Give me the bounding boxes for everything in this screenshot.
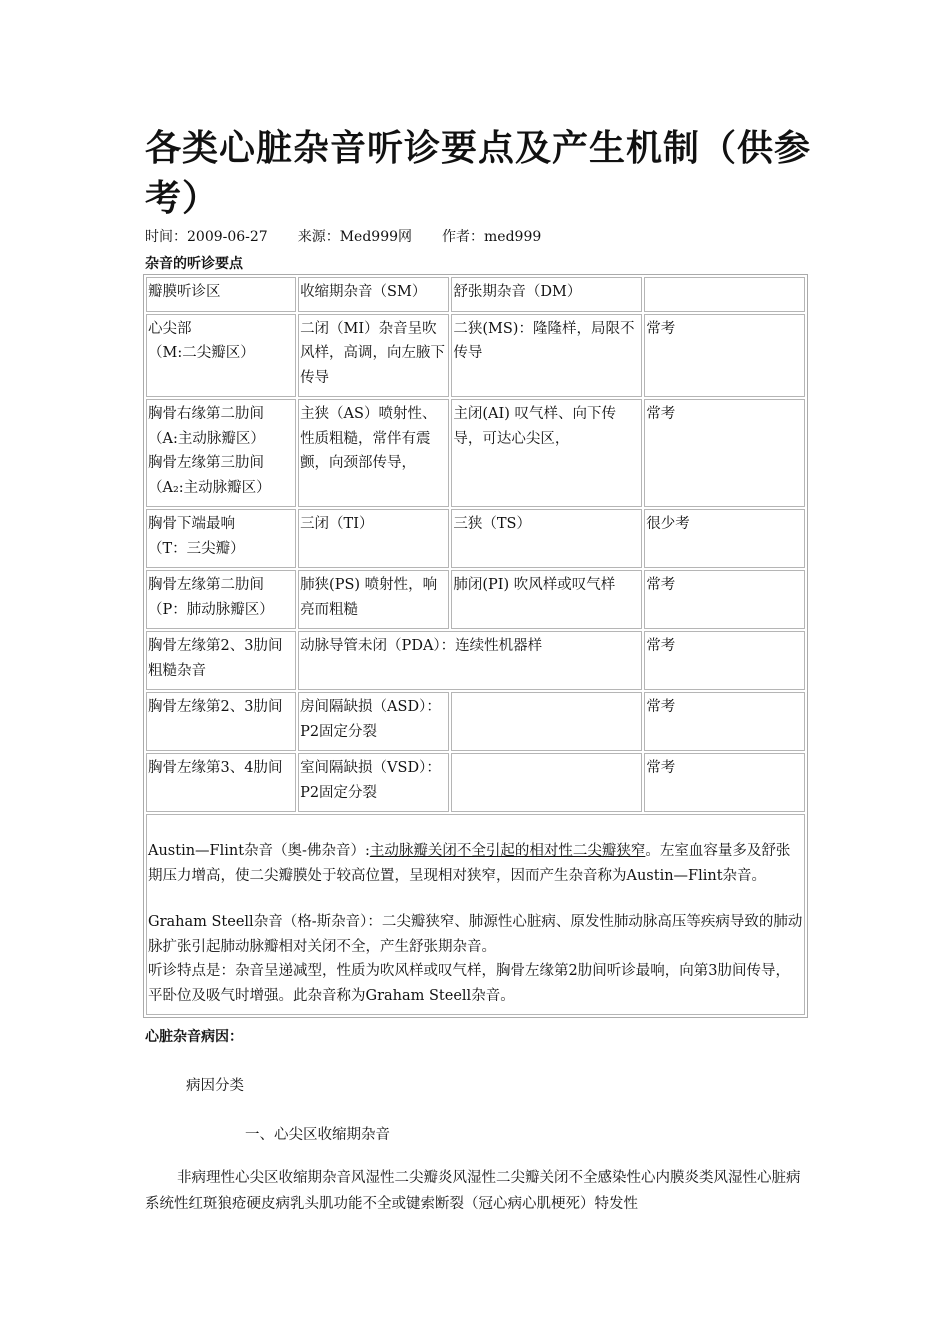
dm-cell bbox=[451, 692, 642, 751]
dm-cell: 肺闭(PI) 吹风样或叹气样 bbox=[451, 570, 642, 629]
table-row bbox=[146, 631, 805, 690]
austin-underlined: 主动脉瓣关闭不全引起的相对性二尖瓣狭窄 bbox=[369, 843, 646, 859]
area-cell: 胸骨左缘第2、3肋间 bbox=[146, 692, 296, 751]
area-cell bbox=[146, 509, 296, 568]
meta-time: 时间：2009-06-27 bbox=[145, 229, 268, 245]
austin-rest: 。左室血容量多及舒张期压力增高，使二尖瓣膜处于较高位置，呈现相对狭窄，因而产生杂音称为Austin—Flint杂音。 bbox=[148, 843, 791, 884]
table-row bbox=[146, 314, 805, 398]
freq-cell: 常考 bbox=[644, 314, 805, 398]
section-subheading: 杂音的听诊要点 bbox=[145, 256, 243, 272]
graham-steell-features: 听诊特点是：杂音呈递减型，性质为吹风样或叹气样，胸骨左缘第2肋间听诊最响，向第3肋间传导，平卧位及吸气时增强。此杂音称为Graham Steell杂音。 bbox=[148, 963, 790, 1004]
austin-flint-note bbox=[148, 839, 803, 888]
area-line: 胸骨下端最响 bbox=[148, 516, 235, 532]
area-cell: 胸骨左缘第2、3肋间粗糙杂音 bbox=[146, 631, 296, 690]
auscultation-table bbox=[143, 274, 808, 1018]
area-line: 心尖部 bbox=[148, 320, 192, 337]
table-row bbox=[146, 509, 805, 568]
sm-cell: 房间隔缺损（ASD）：P2固定分裂 bbox=[298, 692, 449, 751]
cause-subsection: 一、心尖区收缩期杂音 bbox=[245, 1127, 390, 1143]
table-row bbox=[146, 570, 805, 629]
area-cell bbox=[146, 399, 296, 507]
freq-cell: 常考 bbox=[644, 692, 805, 751]
freq-cell: 常考 bbox=[644, 753, 805, 812]
austin-prefix: Austin—Flint杂音（奥-佛杂音）: bbox=[148, 843, 370, 859]
meta-source: 来源：Med999网 bbox=[297, 229, 413, 245]
area-line: （T：三尖瓣） bbox=[148, 540, 245, 557]
table-row bbox=[146, 753, 805, 812]
table-row bbox=[146, 399, 805, 507]
header-cell: 收缩期杂音（SM） bbox=[298, 277, 449, 312]
area-line: （M:二尖瓣区） bbox=[148, 345, 255, 361]
causes-heading: 心脏杂音病因： bbox=[145, 1029, 243, 1045]
freq-cell: 常考 bbox=[644, 570, 805, 629]
cause-body-text: 非病理性心尖区收缩期杂音风湿性二尖瓣炎风湿性二尖瓣关闭不全感染性心内膜炎类风湿性心脏病系统性红斑狼疮硬皮病乳头肌功能不全或键索断裂（冠心病心肌梗死）特发性 bbox=[145, 1170, 801, 1212]
freq-cell: 很少考 bbox=[644, 509, 805, 568]
area-line: 胸骨左缘第三肋间 bbox=[148, 455, 264, 471]
sm-cell: 三闭（TI） bbox=[298, 509, 449, 568]
area-line: （A:主动脉瓣区） bbox=[148, 430, 265, 447]
sm-cell: 肺狭(PS) 喷射性，响亮而粗糙 bbox=[298, 570, 449, 629]
area-line: （A₂:主动脉瓣区） bbox=[148, 479, 271, 496]
table-header-row bbox=[146, 277, 805, 312]
sm-cell: 二闭（MI）杂音呈吹风样，高调，向左腋下传导 bbox=[298, 314, 449, 398]
table-notes-row bbox=[146, 814, 805, 1015]
notes-cell bbox=[146, 814, 805, 1015]
area-line: 胸骨右缘第二肋间 bbox=[148, 406, 264, 422]
area-cell bbox=[146, 314, 296, 398]
area-cell bbox=[146, 570, 296, 629]
dm-cell: 二狭(MS)：隆隆样，局限不传导 bbox=[451, 314, 642, 398]
dm-cell: 主闭(AI) 叹气样、向下传导，可达心尖区， bbox=[451, 399, 642, 507]
sm-cell: 主狭（AS）喷射性、性质粗糙，常伴有震颤，向颈部传导， bbox=[298, 399, 449, 507]
header-cell: 舒张期杂音（DM） bbox=[451, 277, 642, 312]
dm-cell bbox=[451, 753, 642, 812]
dm-cell: 三狭（TS） bbox=[451, 509, 642, 568]
header-cell bbox=[644, 277, 805, 312]
graham-steell-note: Graham Steell杂音（格-斯杂音）：二尖瓣狭窄、肺源性心脏病、原发性肺动脉高压等疾病导致的肺动脉扩张引起肺动脉瓣相对关闭不全，产生舒张期杂音。 bbox=[148, 914, 803, 955]
page-title: 各类心脏杂音听诊要点及产生机制（供参考） bbox=[145, 128, 812, 219]
pda-cell: 动脉导管未闭（PDA）：连续性机器样 bbox=[298, 631, 642, 690]
table-row bbox=[146, 692, 805, 751]
header-cell: 瓣膜听诊区 bbox=[146, 277, 296, 312]
article-meta bbox=[145, 228, 571, 246]
sm-cell: 室间隔缺损（VSD）：P2固定分裂 bbox=[298, 753, 449, 812]
meta-author: 作者：med999 bbox=[442, 229, 542, 245]
cause-category: 病因分类 bbox=[186, 1078, 244, 1094]
freq-cell: 常考 bbox=[644, 631, 805, 690]
area-cell: 胸骨左缘第3、4肋间 bbox=[146, 753, 296, 812]
area-line: 胸骨左缘第二肋间 bbox=[148, 577, 264, 593]
area-line: （P：肺动脉瓣区） bbox=[148, 601, 274, 618]
freq-cell: 常考 bbox=[644, 399, 805, 507]
